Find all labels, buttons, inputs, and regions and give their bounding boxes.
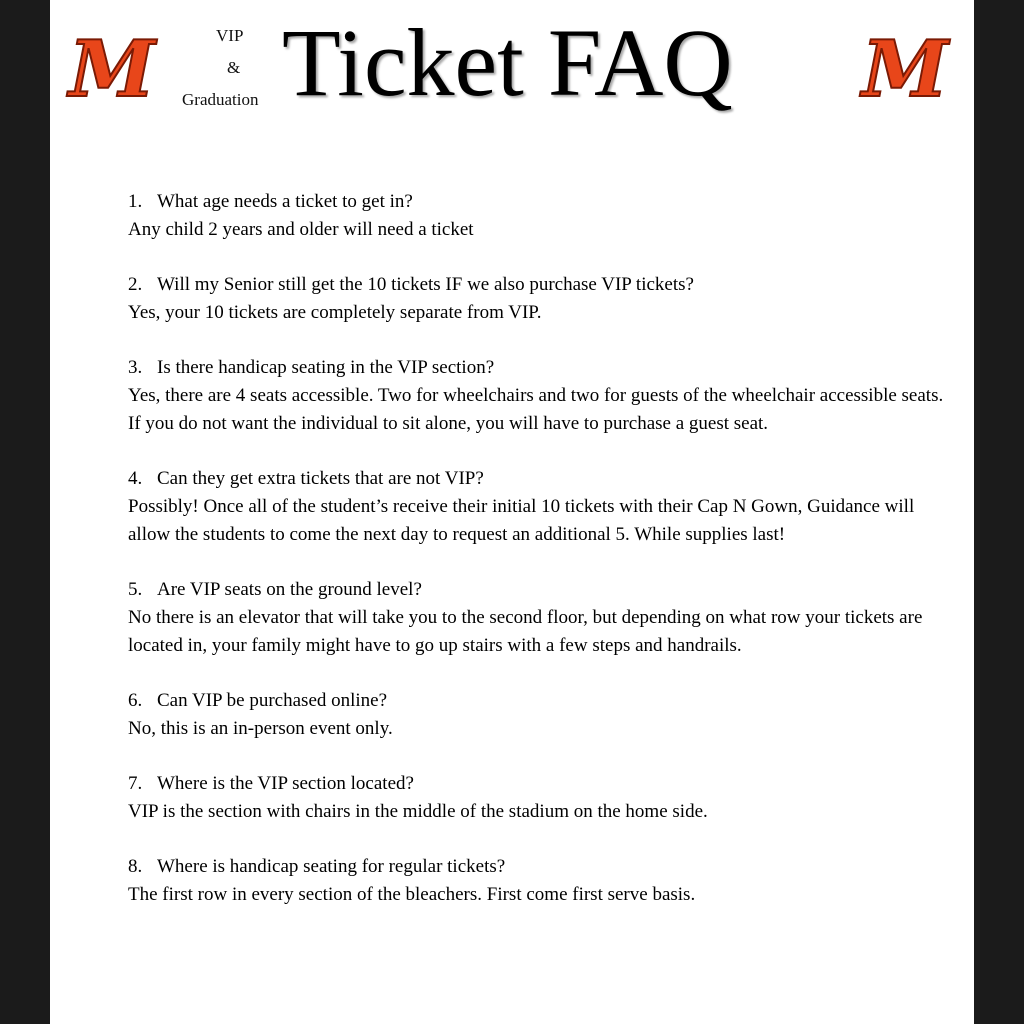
- faq-question-text: Is there handicap seating in the VIP section?: [157, 357, 495, 378]
- faq-item: [128, 576, 948, 660]
- faq-page: [50, 0, 974, 1024]
- faq-answer: The first row in every section of the bleachers. First come first serve basis.: [128, 884, 696, 905]
- faq-number: 8.: [128, 856, 143, 877]
- faq-number: 7.: [128, 773, 143, 794]
- faq-item: [128, 188, 948, 244]
- faq-question-text: Can they get extra tickets that are not VIP?: [157, 468, 484, 489]
- faq-item: [128, 770, 948, 826]
- subtitle-ampersand: &: [227, 58, 241, 77]
- m-logo-right: [855, 24, 955, 114]
- faq-number: 1.: [128, 191, 143, 212]
- faq-question: [128, 354, 948, 382]
- faq-number: 4.: [128, 468, 143, 489]
- faq-answer: Any child 2 years and older will need a ticket: [128, 219, 474, 240]
- faq-answer: Yes, your 10 tickets are completely separate from VIP.: [128, 302, 542, 323]
- faq-question-text: Will my Senior still get the 10 tickets IF we also purchase VIP tickets?: [157, 274, 694, 295]
- faq-item: [128, 271, 948, 327]
- faq-list: [128, 188, 948, 936]
- faq-item: [128, 687, 948, 743]
- faq-number: 6.: [128, 690, 143, 711]
- faq-item: [128, 465, 948, 549]
- faq-answer: Possibly! Once all of the student’s receive their initial 10 tickets with their Cap N Gown, Guidance will allow the students to come the next day to request an additional 5. While supplies last!: [128, 496, 915, 545]
- faq-item: [128, 354, 948, 438]
- faq-question-text: Where is handicap seating for regular tickets?: [157, 856, 506, 877]
- faq-question-text: Where is the VIP section located?: [157, 773, 414, 794]
- faq-question: [128, 271, 948, 299]
- logo-letter-left: M: [68, 24, 156, 114]
- faq-answer: No, this is an in-person event only.: [128, 718, 393, 739]
- faq-question: [128, 188, 948, 216]
- faq-answer: No there is an elevator that will take you to the second floor, but depending on what row your tickets are located in, your family might have to go up stairs with a few steps and handrails.: [128, 607, 923, 656]
- faq-question: [128, 576, 948, 604]
- faq-number: 5.: [128, 579, 143, 600]
- faq-answer: VIP is the section with chairs in the middle of the stadium on the home side.: [128, 801, 708, 822]
- m-logo-left: [62, 24, 162, 114]
- faq-question: [128, 465, 948, 493]
- faq-question: [128, 770, 948, 798]
- faq-item: [128, 853, 948, 909]
- faq-question-text: What age needs a ticket to get in?: [157, 191, 413, 212]
- logo-letter-right: M: [861, 24, 949, 114]
- faq-answer: Yes, there are 4 seats accessible. Two for wheelchairs and two for guests of the wheelchair accessible seats. If you do not want the individual to sit alone, you will have to purchase a guest seat.: [128, 385, 944, 434]
- faq-question-text: Are VIP seats on the ground level?: [157, 579, 422, 600]
- page-title: Ticket FAQ: [282, 9, 733, 116]
- faq-question-text: Can VIP be purchased online?: [157, 690, 388, 711]
- faq-question: [128, 687, 948, 715]
- subtitle-vip: VIP: [216, 26, 244, 45]
- subtitle-graduation: Graduation: [182, 90, 259, 109]
- faq-number: 2.: [128, 274, 143, 295]
- faq-question: [128, 853, 948, 881]
- faq-number: 3.: [128, 357, 143, 378]
